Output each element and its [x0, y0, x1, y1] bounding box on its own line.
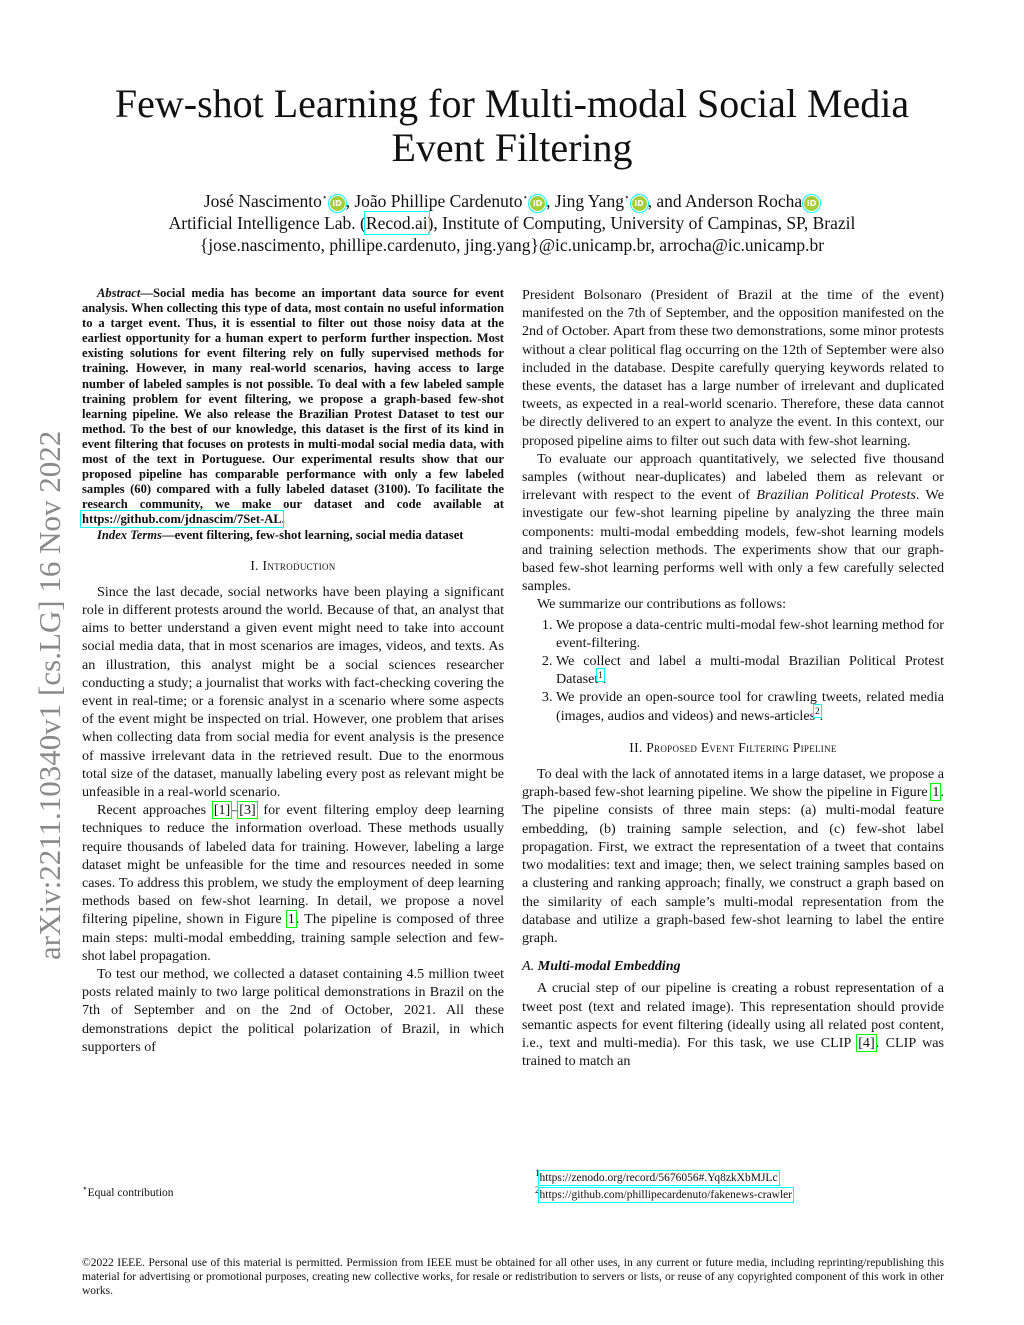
author-emails: {jose.nascimento, phillipe.cardenuto, jing.yang}@ic.unicamp.br, arrocha@ic.unicamp.br [199, 235, 825, 255]
separator: , [345, 191, 355, 211]
figure-link[interactable]: 1 [287, 911, 295, 928]
affiliation-text: ), Institute of Computing, University of Campinas, SP, Brazil [427, 213, 856, 233]
arxiv-id: arXiv:2211.10340v1 [cs.LG] 16 Nov 2022 [32, 430, 67, 960]
text: . CLIP was trained to match an [522, 1034, 944, 1070]
citation-link[interactable]: [1] [213, 802, 231, 819]
recod-link[interactable]: Recod.ai [365, 213, 428, 233]
section-heading-pipeline: II. Proposed Event Filtering Pipeline [629, 739, 837, 755]
arxiv-stamp [10, 345, 80, 965]
contribution-list [522, 616, 944, 725]
intro-paragraph: Since the last decade, social networks have been playing a significant role in different protests around the world. Because of that, an analyst that aims to better understand a given event might need to take into account social media data, that in most scenarios are images, videos, and texts. As an illustration, this analyst might be a social sciences researcher conducting a study; a journalist that works with fact-checking covering the event in real-time; or a forensic analyst in a scenario where some aspects of the event might be inspected on trial. However, one problem that arises when collecting data from social media for event analysis is the presence of massive irrelevant data in the retrieved result. Due to the enormous total size of the dataset, manually labeling every post as relevant might be unfeasible in a real-world scenario. [82, 583, 504, 801]
intro-paragraph: We summarize our contributions as follows: [537, 596, 786, 613]
text: . [819, 707, 824, 724]
footnote-link[interactable]: 1 [598, 669, 603, 680]
intro-paragraph [522, 450, 944, 596]
list-item [556, 688, 944, 724]
equal-contribution-mark: ⋆ [321, 192, 328, 203]
orcid-icon[interactable]: iD [330, 196, 345, 211]
equal-contribution-mark: ⋆ [522, 192, 529, 203]
affiliation-text: Artificial Intelligence Lab. ( [168, 213, 366, 233]
subsection-heading [522, 957, 944, 975]
text: Recent approaches [97, 802, 213, 819]
text: for event filtering employ deep learning techniques to reduce the information overload. These methods usually require thousands of labeled data for training. However, labeling a large dataset might be unfeasible for the time and resources needed in some cases. To address this problem, we study the employment of deep learning methods based on few-shot learning. In detail, we propose a novel filtering pipeline, shown in Figure [82, 802, 504, 928]
text: To deal with the lack of annotated items in a large dataset, we propose a graph-based few-shot learning pipeline. We show the pipeline in Figure [522, 766, 944, 801]
list-item: 1. We propose a data-centric multi-modal few-shot learning method for event-filtering. [556, 616, 944, 652]
abstract-lead: Abstract [97, 286, 141, 300]
text: A crucial step of our pipeline is creating a robust representation of a tweet post (text and related image). This representation should provide semantic aspects for event filtering (ideally using all related post content, i.e., text and multi-media). For this task, we use CLIP [522, 980, 944, 1051]
section-heading-introduction: I. Introduction [250, 557, 336, 573]
paper-title: Few-shot Learning for Multi-modal Social Media Event Filtering [114, 81, 910, 170]
affiliation [80, 212, 944, 234]
footnotes [535, 1170, 792, 1204]
left-column [82, 286, 504, 1056]
figure-link[interactable]: 1 [932, 784, 940, 801]
github-dataset-link[interactable]: https://github.com/jdnascim/7Set-AL [82, 512, 282, 527]
crawler-github-link[interactable]: https://github.com/phillipecardenuto/fakenews-crawler [539, 1189, 793, 1201]
index-terms-lead: Index Terms [97, 527, 162, 542]
citation-link[interactable]: [4] [858, 1034, 875, 1051]
index-terms [82, 528, 504, 543]
abstract-body: —Social media has become an important data source for event analysis. When collecting this type of data, most contain no useful information to a target event. Thus, it is essential to filter out those noisy data at the earliest opportunity for a human expert to perform further inspection. Most existing solutions for event filtering rely on fully supervised methods for training. However, in many real-world scenarios, having access to large number of labeled samples is not possible. To deal with a few labeled sample training problem for event filtering, we propose a graph-based few-shot learning pipeline. We also release the Brazilian Protest Dataset to test our method. To the best of our knowledge, this dataset is the first of its kind in event filtering that focuses on protests in multi-modal social media data, with most of the text in Portuguese. Our experimental results show that our proposed pipeline has comparable performance with only a few labeled samples (60) compared with a fully labeled dataset (3100). To facilitate the research community, we make our dataset and code available at [82, 286, 504, 512]
list-item [556, 652, 944, 688]
footnote-number: 2 [535, 1185, 540, 1196]
text: . [602, 671, 607, 688]
citation-link[interactable]: [3] [239, 802, 256, 819]
footnote-equal-contribution [82, 1183, 174, 1200]
author-list [80, 190, 944, 212]
footnote-2 [535, 1187, 792, 1204]
footnote-link[interactable]: 2 [815, 705, 820, 716]
intro-paragraph: President Bolsonaro (President of Brazil at the time of the event) manifested on the 7th of September, and the opposition manifested on the 2nd of October. Apart from these two demonstrations, some minor protests without a clear political flag occurring on the 12th of September were also included in the database. Despite carefully querying keywords related to these events, the dataset has a large number of irrelevant and duplicated tweets, as expected in a real-world scenario. Therefore, these data cannot be directly delivered to an expert to analyze the event. In this context, our proposed pipeline aims to filter out such data with few-shot learning. [522, 287, 944, 449]
intro-paragraph [82, 801, 504, 965]
author-name: José Nascimento [203, 191, 322, 211]
pipeline-paragraph [522, 765, 944, 947]
pipeline-paragraph [522, 979, 944, 1070]
right-column [522, 286, 944, 1070]
text: We provide an open-source tool for crawling tweets, related media (images, audios and videos) and news-articles [556, 689, 944, 724]
text: – [231, 802, 239, 819]
text: We collect and label a multi-modal Brazilian Political Protest Dataset [556, 653, 944, 688]
footnote-text: Equal contribution [87, 1187, 174, 1199]
subsection-title: Multi-modal Embedding [537, 958, 681, 975]
author-name: Jing Yang [554, 191, 624, 211]
subsection-number: A. [522, 958, 535, 975]
emphasis: Brazilian Political Protests [756, 487, 916, 504]
author-name: João Phillipe Cardenuto [354, 191, 523, 211]
copyright-notice: ©2022 IEEE. Personal use of this material is permitted. Permission from IEEE must be obtained for all other uses, in any current or future media, including reprinting/republishing this material for advertising or promotional purposes, creating new collective works, for resale or redistribution to servers or lists, or reuse of any copyrighted component of this work in other works. [82, 1257, 944, 1298]
orcid-icon[interactable]: iD [804, 196, 819, 211]
author-block [80, 190, 944, 256]
author-name: Anderson Rocha [685, 191, 803, 211]
footnote-1 [535, 1170, 792, 1187]
abstract-end: . [281, 512, 285, 527]
index-terms-body: —event filtering, few-shot learning, social media dataset [161, 527, 464, 542]
zenodo-link[interactable]: https://zenodo.org/record/5676056#.Yq8zkXbMJLc [539, 1172, 778, 1184]
orcid-icon[interactable]: iD [632, 196, 647, 211]
separator: , and [647, 191, 686, 211]
orcid-icon[interactable]: iD [530, 196, 545, 211]
equal-contribution-mark: ⋆ [623, 192, 630, 203]
text: . We investigate our few-shot learning pipeline by analyzing the three main components: multi-modal embedding models, few-shot learning models and training selection methods. The experiments show that our graph-based few-shot learning performs well with only a few carefully selected samples. [522, 487, 944, 595]
text: . The pipeline is composed of three main steps: multi-modal embedding, training sample selection and few-shot label propagation. [82, 911, 504, 964]
equal-contribution-mark: ⋆ [82, 1183, 88, 1194]
text: To evaluate our approach quantitatively, we selected five thousand samples (without near-duplicates) and labeled them as relevant or irrelevant with respect to the event of [522, 450, 944, 504]
separator: , [546, 191, 555, 211]
footnote-number: 1 [535, 1168, 540, 1179]
text: . The pipeline consists of three main steps: (a) multi-modal feature embedding, (b) training sample selection, and (c) few-shot label propagation. First, we extract the representation of a tweet that contains two modalities: text and image; then, we select training samples based on a clustering and ranking approach; finally, we construct a graph based on the similarity of each sample’s multi-modal representation from the database and utilize a graph-based few-shot learning to label the entire graph. [522, 784, 944, 946]
abstract [82, 286, 504, 528]
intro-paragraph: To test our method, we collected a dataset containing 4.5 million tweet posts related mainly to two large political demonstrations in Brazil on the 7th of September and on the 2nd of October, 2021. All these demonstrations depict the political polarization of Brazil, in which supporters of [82, 966, 504, 1055]
